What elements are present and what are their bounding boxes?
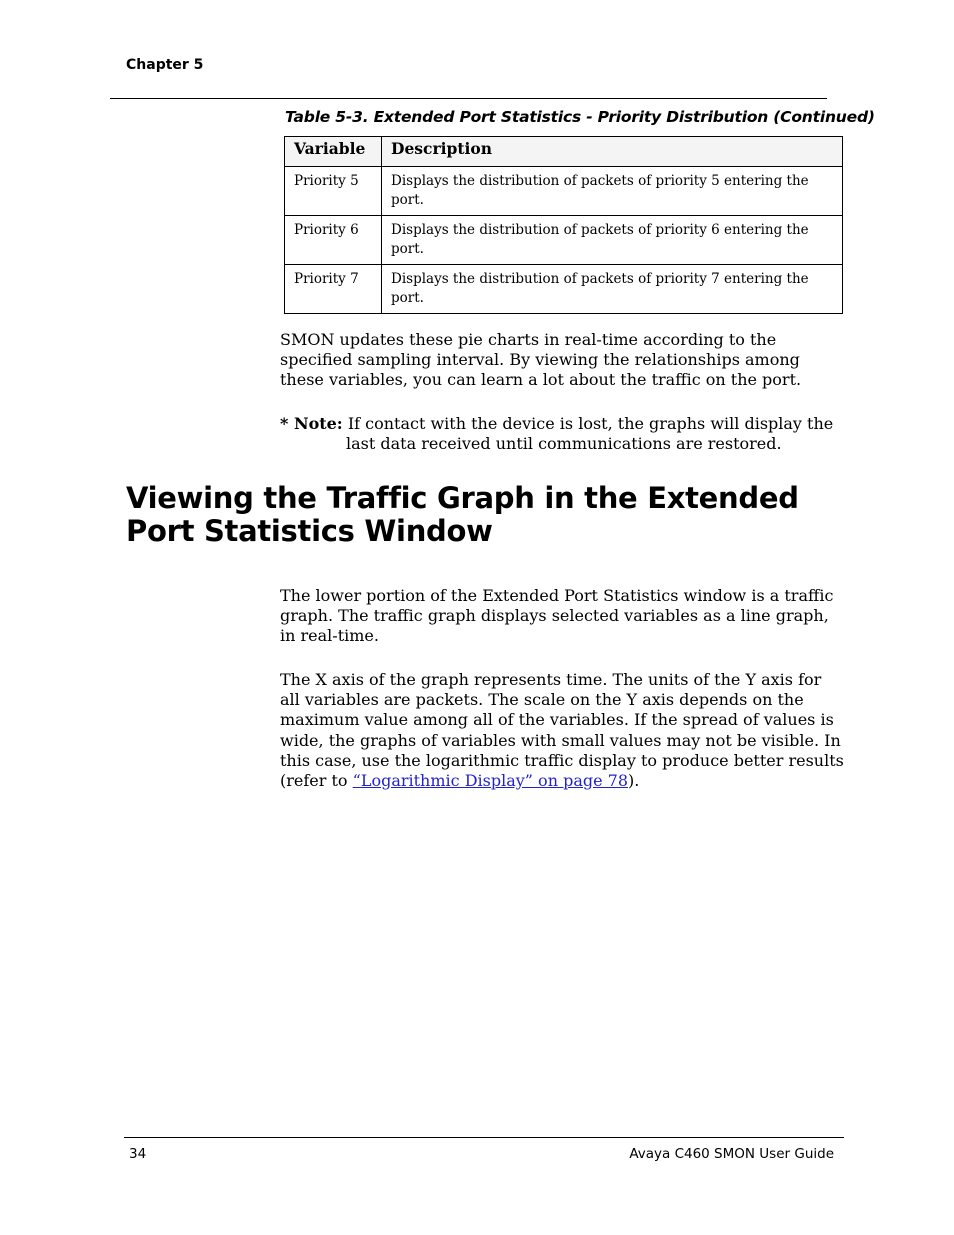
table-header-row [285,137,843,167]
chapter-label: Chapter 5 [126,57,204,73]
cell-variable: Priority 7 [285,265,382,314]
section-heading: Viewing the Traffic Graph in the Extended Port Statistics Window [126,481,799,548]
table-row [285,265,843,314]
priority-distribution-table [284,136,843,314]
note-label: * Note: [280,414,343,433]
para3-text-after: ). [628,771,640,791]
table-row [285,167,843,216]
header-rule [110,98,827,99]
column-header-description: Description [382,137,843,167]
table-caption: Table 5-3. Extended Port Statistics - Priority Distribution (Continued) [285,108,875,126]
paragraph-axes [280,670,845,791]
table-row [285,216,843,265]
footer-rule [124,1137,844,1138]
cell-description: Displays the distribution of packets of priority 7 entering the port. [382,265,843,314]
cell-description: Displays the distribution of packets of priority 6 entering the port. [382,216,843,265]
cell-variable: Priority 5 [285,167,382,216]
note-text-2: last data received until communications are restored. [346,434,782,454]
logarithmic-display-link[interactable]: “Logarithmic Display” on page 78 [352,771,629,791]
page-number: 34 [129,1146,147,1162]
cell-description: Displays the distribution of packets of priority 5 entering the port. [382,167,843,216]
guide-title: Avaya C460 SMON User Guide [629,1146,834,1162]
column-header-variable: Variable [285,137,382,167]
para3-text-before: The X axis of the graph represents time. The units of the Y axis for all variables are packets. The scale on the Y axis depends on the maximum value among all of the variables. If the spread of values is wide, the graphs of variables with small values may not be visible. In this case, use the logarithmic traffic display to produce better results (refer to [280,670,844,791]
paragraph-pie-charts: SMON updates these pie charts in real-time according to the specified sampling interval. By viewing the relationships among these variables, you can learn a lot about the traffic on the port. [280,330,802,390]
note-text-1: If contact with the device is lost, the graphs will display the [347,414,834,433]
cell-variable: Priority 6 [285,216,382,265]
paragraph-traffic-graph: The lower portion of the Extended Port Statistics window is a traffic graph. The traffic graph displays selected variables as a line graph, in real-time. [280,586,834,646]
note-block [280,414,845,454]
note-line-1 [280,414,845,434]
